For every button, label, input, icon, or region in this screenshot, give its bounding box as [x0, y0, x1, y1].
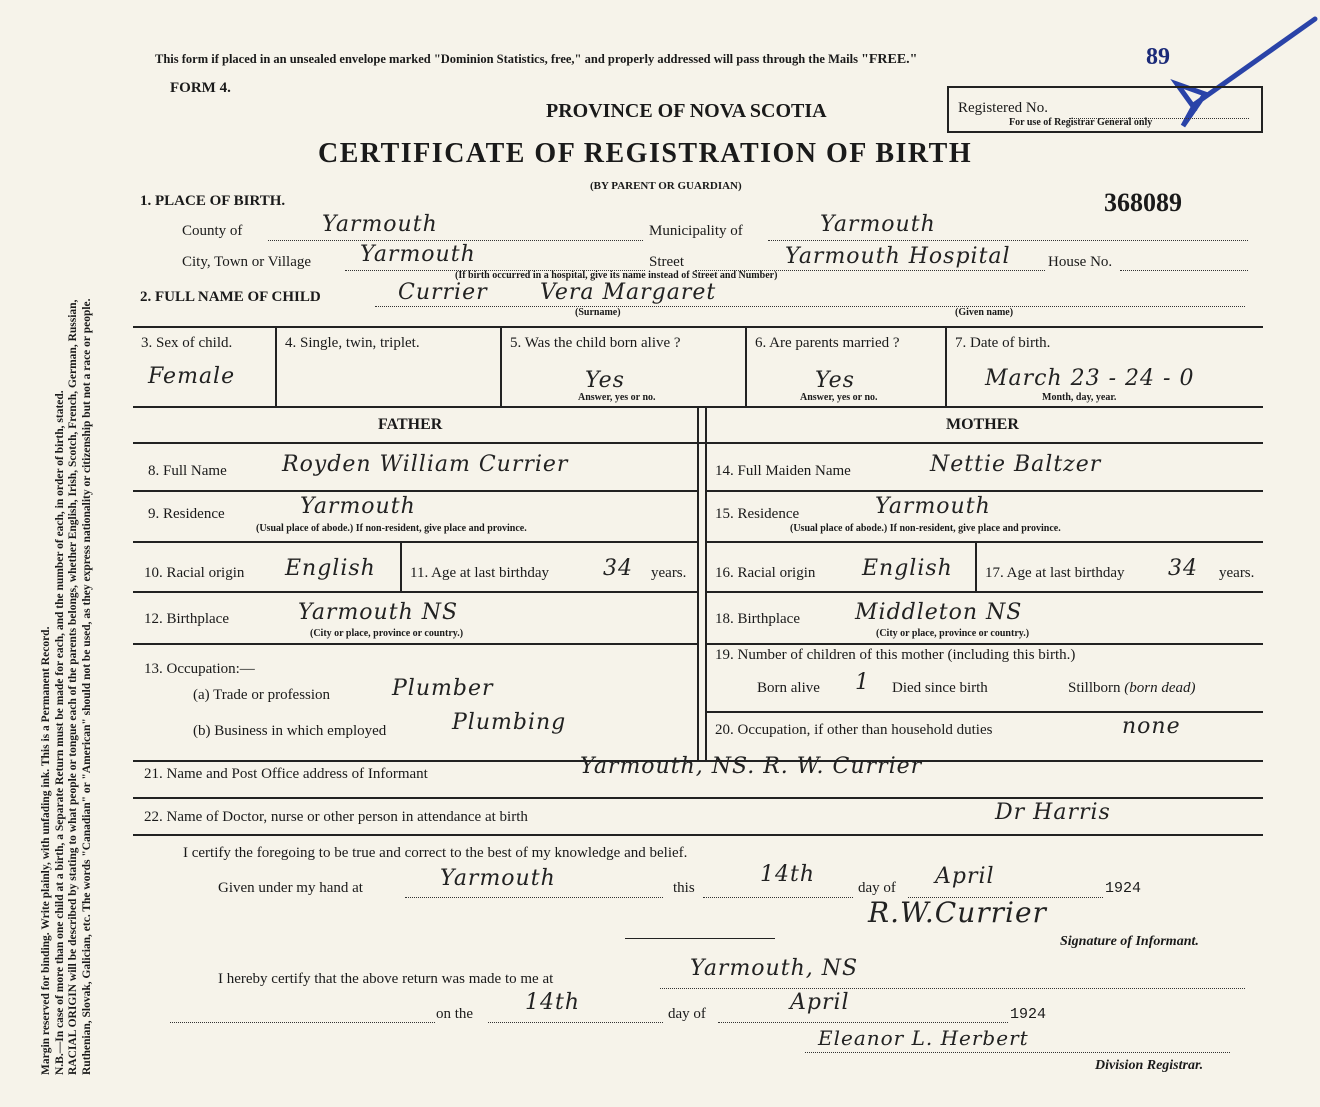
municipality-label: Municipality of	[649, 223, 743, 239]
stillborn-label: Stillborn (born dead)	[1068, 680, 1196, 696]
plurality-label: 4. Single, twin, triplet.	[285, 335, 420, 351]
registrar-month-value: April	[790, 990, 850, 1015]
father-age-label: 11. Age at last birthday	[410, 565, 549, 581]
registered-number-box	[947, 86, 1263, 133]
mother-birthplace-value: Middleton NS	[855, 600, 1023, 625]
mother-birthplace-label: 18. Birthplace	[715, 611, 800, 627]
registrar-place-value: Yarmouth, NS	[690, 956, 859, 981]
mother-residence-value: Yarmouth	[875, 494, 991, 519]
city-value: Yarmouth	[360, 242, 476, 267]
mother-occupation-value: none	[1122, 714, 1181, 739]
mother-abode-note: (Usual place of abode.) If non-resident, give place and province.	[790, 523, 1061, 534]
certificate-number: 368089	[1104, 188, 1182, 217]
doctor-label: 22. Name of Doctor, nurse or other person in attendance at birth	[144, 809, 528, 825]
child-given-name: Vera Margaret	[540, 280, 717, 305]
born-alive-note: Answer, yes or no.	[578, 392, 656, 403]
father-age-years: years.	[651, 565, 687, 581]
margin-line-3: RACIAL ORIGIN will be described by stating to what people or tongue each of the parents belongs, whether English, Irish, Scotch, French, German, Russian,	[67, 299, 79, 1075]
informant-signature-label: Signature of Informant.	[1060, 934, 1199, 949]
father-residence-label: 9. Residence	[148, 506, 225, 522]
date-of-birth-label: 7. Date of birth.	[955, 335, 1051, 351]
county-value: Yarmouth	[322, 212, 438, 237]
given-place-value: Yarmouth	[440, 866, 556, 891]
mother-heading: MOTHER	[946, 416, 1019, 433]
place-of-birth-heading: 1. PLACE OF BIRTH.	[140, 193, 286, 209]
province-heading: PROVINCE OF NOVA SCOTIA	[546, 100, 827, 122]
page-subtitle: (BY PARENT OR GUARDIAN)	[590, 180, 742, 192]
sex-label: 3. Sex of child.	[141, 335, 233, 351]
father-residence-value: Yarmouth	[300, 494, 416, 519]
born-alive-label: 5. Was the child born alive ?	[510, 335, 681, 351]
father-place-note: (City or place, province or country.)	[310, 628, 464, 639]
date-of-birth-value: March 23 - 24 - 0	[985, 366, 1195, 391]
registrar-day-of-label: day of	[668, 1006, 706, 1022]
father-birthplace-value: Yarmouth NS	[298, 600, 459, 625]
father-abode-note: (Usual place of abode.) If non-resident, give place and province.	[256, 523, 527, 534]
this-label: this	[673, 880, 695, 896]
father-trade-label: (a) Trade or profession	[193, 687, 331, 703]
mother-place-note: (City or place, province or country.)	[876, 628, 1030, 639]
mother-occupation-label: 20. Occupation, if other than household duties	[715, 722, 993, 738]
father-business-value: Plumbing	[452, 710, 567, 735]
father-age-value: 34	[603, 556, 633, 581]
registrar-signature: Eleanor L. Herbert	[818, 1026, 1029, 1050]
father-race-value: English	[285, 556, 376, 581]
informant-label: 21. Name and Post Office address of Informant	[144, 766, 428, 782]
certify-day-of-label: day of	[858, 880, 896, 896]
parents-married-note: Answer, yes or no.	[800, 392, 878, 403]
registered-number-note: For use of Registrar General only	[1009, 117, 1153, 128]
father-occupation-label: 13. Occupation:—	[144, 661, 255, 677]
surname-note: (Surname)	[575, 307, 621, 318]
born-alive-count: 1	[855, 670, 870, 695]
county-label: County of	[182, 223, 243, 239]
father-race-label: 10. Racial origin	[144, 565, 245, 581]
informant-value: Yarmouth, NS. R. W. Currier	[580, 754, 923, 779]
mother-age-label: 17. Age at last birthday	[985, 565, 1125, 581]
sex-value: Female	[148, 364, 236, 389]
city-label: City, Town or Village	[182, 254, 312, 270]
parents-married-value: Yes	[815, 368, 855, 393]
registered-number-label: Registered No.	[958, 100, 1048, 116]
postal-note: This form if placed in an unsealed envelope marked "Dominion Statistics, free," and properly addressed will pass through the Mails "FREE."	[155, 52, 918, 67]
father-trade-value: Plumber	[392, 676, 494, 701]
municipality-value: Yarmouth	[820, 212, 936, 237]
date-of-birth-note: Month, day, year.	[1042, 392, 1117, 403]
mother-age-value: 34	[1168, 556, 1198, 581]
page-title: CERTIFICATE OF REGISTRATION OF BIRTH	[318, 138, 973, 169]
informant-signature: R.W.Currier	[868, 896, 1047, 929]
margin-line-4: Ruthenian, Slovak, Galician, etc. The words "Canadian" or "American" should not be used, as they express nationality or citizenship but not a race or people.	[80, 298, 93, 1075]
doctor-value: Dr Harris	[995, 800, 1111, 825]
mother-residence-label: 15. Residence	[715, 506, 800, 522]
stamp-number: 89	[1146, 44, 1170, 70]
father-heading: FATHER	[378, 416, 443, 433]
registrar-statement: I hereby certify that the above return was made to me at	[218, 971, 554, 987]
mother-name-value: Nettie Baltzer	[930, 452, 1102, 477]
margin-line-2: N.B.—In case of more than one child at a birth, a Separate Return must be made for each, and the number of each, in order of birth, stated.	[53, 390, 66, 1075]
father-name-label: 8. Full Name	[148, 463, 227, 479]
given-under-hand-label: Given under my hand at	[218, 880, 363, 896]
mother-age-years: years.	[1219, 565, 1255, 581]
registrar-year-value: 1924	[1010, 1006, 1047, 1023]
father-birthplace-label: 12. Birthplace	[144, 611, 229, 627]
mother-race-label: 16. Racial origin	[715, 565, 816, 581]
father-business-label: (b) Business in which employed	[193, 723, 387, 739]
mother-name-label: 14. Full Maiden Name	[715, 463, 851, 479]
parents-married-label: 6. Are parents married ?	[755, 335, 900, 351]
mother-race-value: English	[862, 556, 953, 581]
registrar-signature-label: Division Registrar.	[1095, 1058, 1204, 1073]
born-alive-value: Yes	[585, 368, 625, 393]
registrar-on-the-label: on the	[436, 1006, 474, 1022]
registrar-day-value: 14th	[525, 990, 581, 1015]
street-value: Yarmouth Hospital	[785, 244, 1011, 269]
died-since-birth-label: Died since birth	[892, 680, 988, 696]
hospital-note: (If birth occurred in a hospital, give its name instead of Street and Number)	[455, 270, 778, 281]
form-number: FORM 4.	[170, 80, 231, 96]
street-label: Street	[649, 254, 684, 270]
born-alive-count-label: Born alive	[757, 680, 820, 696]
child-name-label: 2. FULL NAME OF CHILD	[140, 289, 321, 305]
certify-year-value: 1924	[1105, 880, 1142, 897]
margin-line-1: Margin reserved for binding. Write plainly, with unfading ink. This is a Permanent Record.	[40, 626, 52, 1075]
certify-statement: I certify the foregoing to be true and correct to the best of my knowledge and belief.	[183, 845, 688, 861]
margin-instructions	[40, 15, 94, 1075]
child-surname: Currier	[398, 280, 488, 305]
given-name-note: (Given name)	[955, 307, 1014, 318]
certify-month-value: April	[935, 864, 995, 889]
father-name-value: Royden William Currier	[282, 452, 569, 477]
certify-day-value: 14th	[760, 862, 816, 887]
house-number-label: House No.	[1048, 254, 1113, 270]
mother-children-label: 19. Number of children of this mother (including this birth.)	[715, 647, 1076, 663]
